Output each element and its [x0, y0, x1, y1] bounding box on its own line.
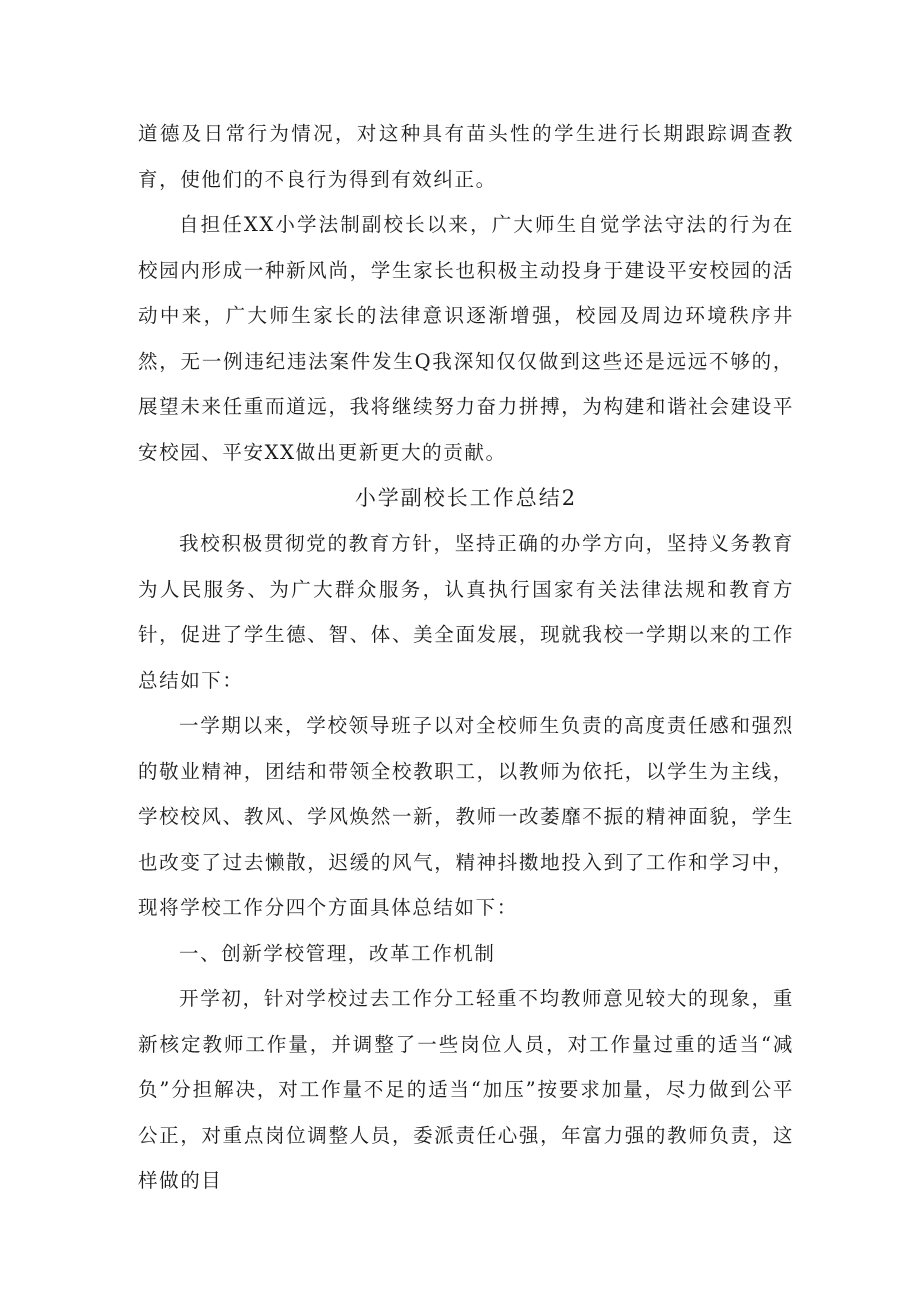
section-title: 小学副校长工作总结2 [354, 486, 578, 510]
section-heading-management: 一、创新学校管理，改革工作机制 [179, 941, 496, 965]
paragraph-legal-vice-principal: 自担任XX小学法制副校长以来，广大师生自觉学法守法的行为在校园内形成一种新风尚，学生家长也积极主动投身于建设平安校园的活动中来，广大师生家长的法律意识逐渐增强，校园及周边环境秩序井然，无一例违纪违法案件发生Q我深知仅仅做到这些还是远远不够的，展望未来任重而道远，我将继续努力奋力拼搏，为构建和谐社会建设平安校园、平安XX做出更新更大的贡献。 [138, 213, 794, 464]
paragraph-overview: 一学期以来，学校领导班子以对全校师生负责的高度责任感和强烈的敬业精神，团结和带领全校教职工，以教师为依托，以学生为主线，学校校风、教风、学风焕然一新，教师一改萎靡不振的精神面貌，学生也改变了过去懒散，迟缓的风气，精神抖擞地投入到了工作和学习中，现将学校工作分四个方面具体总结如下： [138, 714, 794, 919]
paragraph-intro: 我校积极贯彻党的教育方针，坚持正确的办学方向，坚持义务教育为人民服务、为广大群众服务，认真执行国家有关法律法规和教育方针，促进了学生德、智、体、美全面发展，现就我校一学期以来的工作总结如下： [138, 532, 794, 692]
document-body [138, 111, 794, 1204]
paragraph-workload: 开学初，针对学校过去工作分工轻重不均教师意见较大的现象，重新核定教师工作量，并调整了一些岗位人员，对工作量过重的适当“减负”分担解决，对工作量不足的适当“加压”按要求加量，尽力做到公平公正，对重点岗位调整人员，委派责任心强，年富力强的教师负责，这样做的目 [138, 987, 794, 1192]
paragraph-continuation: 道德及日常行为情况，对这种具有苗头性的学生进行长期跟踪调查教育，使他们的不良行为得到有效纠正。 [138, 122, 794, 191]
